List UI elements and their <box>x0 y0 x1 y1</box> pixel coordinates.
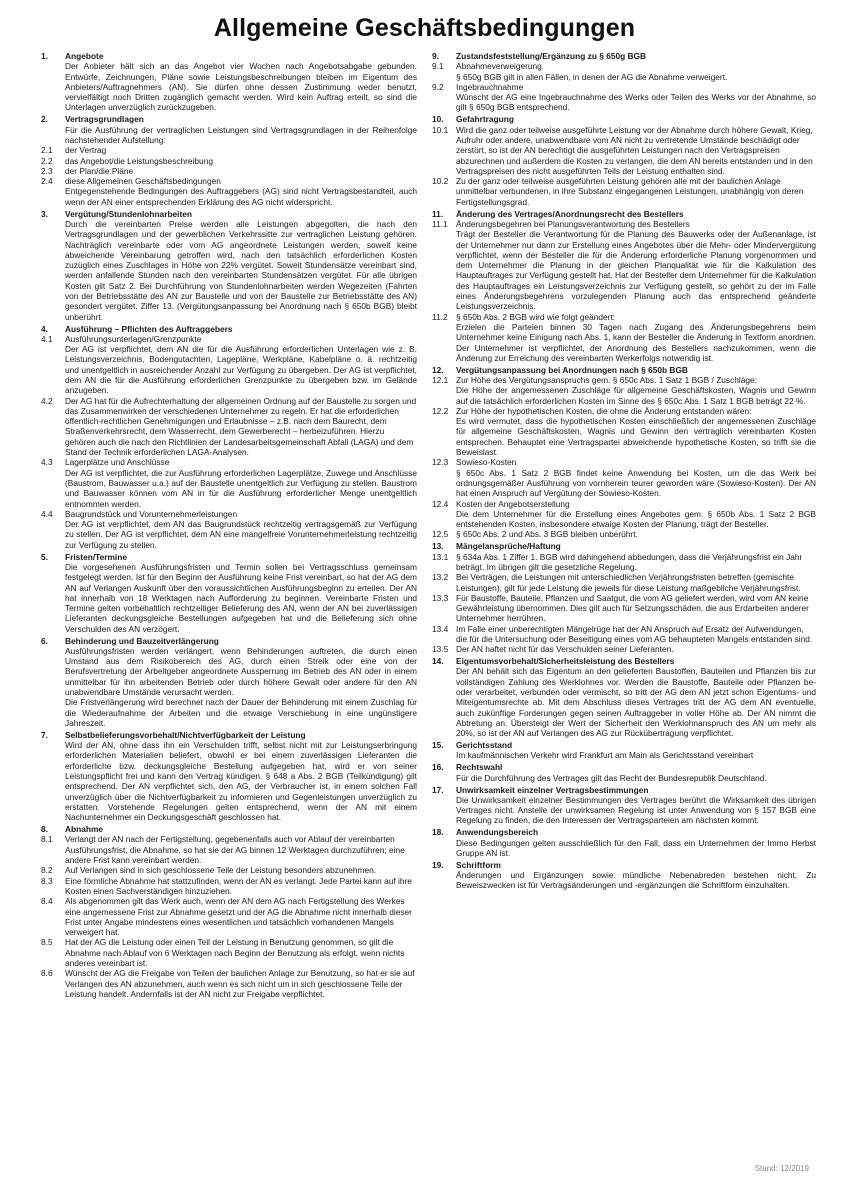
subsection-number: 13.3 <box>432 592 449 603</box>
subsection-number: 13.4 <box>432 623 449 634</box>
subsection-number: 2.3 <box>41 165 53 176</box>
subsection-number: 11.2 <box>432 311 448 322</box>
subsection-number: 8.2 <box>41 865 53 876</box>
section <box>41 636 417 729</box>
subsection-text: Hat der AG die Leistung oder einen Teil der Leistung in Benutzung genommen, so gilt die Abnahme nach Ablauf von 6 Werktagen nach Beginn der Benutzung als erfolgt, wenn nichts anderes vereinbart ist. <box>65 937 405 968</box>
section <box>41 824 417 999</box>
subsection-body: Die dem Unternehmer für die Erstellung eines Angebotes gem. § 650b Abs. 1 Satz 2 BGB entstehenden Kosten, insbesondere etwaige Kosten der Planung, trägt der Besteller. <box>456 508 816 530</box>
section-number: 18. <box>432 827 444 838</box>
subsection <box>41 896 417 937</box>
section-title: Rechtswahl <box>456 762 503 773</box>
subsection-text: Lagerplätze und Anschlüsse <box>65 457 170 468</box>
section-body: Die vorgesehenen Ausführungsfristen und Termin sollen bei Vertragsschluss gemeinsam festgelegt werden. Ist für den Beginn der Ausführung keine Frist vereinbart, so hat der AG dem AN auf Verlangen Auskunft über den voraussichtlichen Ausführungsbeginn zu erteilen. Der AN hat innerhalb von 18 Werktagen nach Aufforderung zu beginnen. Vereinbarte Fristen und Termine gelten vorbehaltlich rechtzeitiger Belieferung des AN, wenn der AN bei zuverlässigen Lieferanten deckungsgleiche Bestellungen aufgegeben hat und die Belieferung sich ohne Verschulden des AN verzögert. <box>65 561 417 634</box>
section <box>432 209 816 363</box>
subsection-text: Baugrundstück und Vorunternehmerleistungen <box>65 508 238 519</box>
section-title: Behinderung und Bauzeitverlängerung <box>65 635 219 646</box>
subsection-number: 2.1 <box>41 145 53 156</box>
section-body: Änderungen und Ergänzungen sowie mündliche Nebenabreden bestehen nicht. Zu Beweiszwecken ist für Vertragsänderungen und -ergänzungen die Schriftform einzuhalten. <box>456 870 816 891</box>
subsection <box>41 509 417 519</box>
section-number: 12. <box>432 364 444 375</box>
section-title: Änderung des Vertrages/Anordnungsrecht des Bestellers <box>456 208 684 219</box>
section-title: Anwendungsbereich <box>456 827 539 838</box>
subsection <box>432 176 816 207</box>
section-heading <box>41 324 417 334</box>
subsection <box>432 219 816 229</box>
subsection-text: Für Baustoffe, Bauteile, Pflanzen und Saatgut, die vom AG geliefert werden, wird vom AN keine Gewährleistung übernommen. Dies gilt auch für Setzungsschäden, die aus Erdarbeiten anderer Unternehmer herrühren. <box>456 592 809 624</box>
subsection-text: der Plan/die Pläne <box>65 165 134 176</box>
subsection-number: 12.4 <box>432 498 449 509</box>
section-number: 19. <box>432 859 444 870</box>
section-number: 14. <box>432 656 444 667</box>
subsection-number: 12.2 <box>432 405 449 416</box>
subsection-text: Kosten der Angebotserstellung <box>456 498 570 509</box>
section-number: 4. <box>41 323 48 334</box>
subsection-number: 13.2 <box>432 572 449 583</box>
subsection-number: 4.3 <box>41 457 53 468</box>
subsection <box>41 865 417 875</box>
subsection-number: 12.1 <box>432 374 449 385</box>
subsection <box>41 937 417 968</box>
subsection-text: der Vertrag <box>65 145 107 156</box>
subsection-number: 8.4 <box>41 896 53 907</box>
section-note: Die Fristverlängerung wird berechnet nach der Dauer der Behinderung mit einem Zuschlag für die Wiederaufnahme der Arbeiten und die etwaige Verschiebung in eine ungünstigere Jahreszeit. <box>65 697 417 728</box>
section-heading <box>432 114 816 124</box>
section-number: 8. <box>41 824 48 835</box>
section-number: 16. <box>432 762 444 773</box>
section-heading <box>41 51 417 61</box>
section-title: Vergütungsanpassung bei Anordnungen nach § 650b BGB <box>456 364 688 375</box>
section-number: 7. <box>41 729 48 740</box>
subsection-text: Der AN haftet nicht für das Verschulden seiner Lieferanten. <box>456 644 674 655</box>
section-number: 5. <box>41 551 48 562</box>
subsection <box>432 499 816 509</box>
subsection-number: 13.5 <box>432 644 449 655</box>
subsection <box>41 457 417 467</box>
section-note: Entgegenstehende Bedingungen des Auftraggebers (AG) sind nicht Vertragsbestandteil, auch wenn der AN einer entsprechenden Erklärung des AG nicht widerspricht. <box>65 186 417 207</box>
section-title: Ausführung – Pflichten des Auftraggebers <box>65 323 233 334</box>
section-heading <box>432 740 816 750</box>
subsection-text: Wird die ganz oder teilweise ausgeführte Leistung vor der Abnahme durch höhere Gewalt, Krieg, Aufruhr oder andere, unabwendbare vom AN nicht zu vertretende Umstände beschädigt oder zerstört, so ist der AN berechtigt die ausgeführten Leistungen nach den Vertragspreisen abzurechnen und außerdem die Kosten zu verlangen, die dem AN bereits entstanden und in den Vertragspreisen des nicht ausgeführten Teils der Leistung enthalten sind. <box>456 124 813 176</box>
section <box>41 51 417 113</box>
section-body: Wird der AN, ohne dass ihn ein Verschulden trifft, selbst nicht mit zur Leistungserbringung erforderlichen Materialien beliefert, obwohl er bei einem zuverlässigen Lieferanten die erforderliche bzw. deckungsgleiche Bestellung aufgegeben hat, wird er von seiner Leistungspflicht frei und kann den Vertrag kündigen. § 648 a Abs. 2 BGB (Teilkündigung) gilt entsprechend. Der AN verpflichtet sich, den AG, der Verbraucher ist, in einem solchen Fall unverzüglich über die Nichtverfügbarkeit zu informieren und Gegenleistungen unverzüglich zu erstatten. Vorstehende Regelungen gelten entsprechend, wenn der AN mit einem Nachunternehmer ein Deckungsgeschäft geschlossen hat. <box>65 740 417 823</box>
section-title: Gerichtsstand <box>456 740 513 751</box>
section-heading <box>41 730 417 740</box>
section-title: Selbstbelieferungsvorbehalt/Nichtverfügbarkeit der Leistung <box>65 729 306 740</box>
left-column <box>41 51 417 1001</box>
subsection <box>432 529 816 539</box>
section <box>41 114 417 207</box>
subsection-text: Als abgenommen gilt das Werk auch, wenn der AN dem AG nach Fertigstellung des Werkes eine angemessene Frist zur Abnahme gesetzt und der AG die Abnahme nicht innerhalb dieser Frist unter Angabe mindestens eines wesentlichen und tatsächlich vorhandenen Mangels verweigert hat. <box>65 896 412 938</box>
subsection-body: § 650g BGB gilt in allen Fällen, in denen der AG die Abnahme verweigert. <box>456 71 728 82</box>
version-stamp: Stand: 12/2019 <box>754 1164 809 1173</box>
subsection <box>41 334 417 344</box>
subsection-text: Zur Höhe der hypothetischen Kosten, die ohne die Änderung entstanden wären: <box>456 405 752 416</box>
section-number: 9. <box>432 51 439 61</box>
section-heading <box>432 656 816 666</box>
section-heading <box>432 827 816 837</box>
subsection-body: Der AG ist verpflichtet, die zur Ausführung erforderlichen Lagerplätze, Zuwege und Anschlüsse (Baustrom, Bauwasser u.a.) auf der Baustelle unentgeltlich zur Verfügung zu stellen. Baustrom und Bauwasser können vom AN in für die Ausführung erforderlicher Menge unentgeltlich entnommen werden. <box>65 467 417 509</box>
subsection-number: 4.4 <box>41 508 53 519</box>
section-title: Fristen/Termine <box>65 551 127 562</box>
subsection <box>41 968 417 999</box>
subsection <box>41 834 417 865</box>
section <box>432 740 816 761</box>
subsection-text: Abnahmeverweigerung <box>456 61 542 72</box>
section-number: 10. <box>432 114 444 125</box>
subsection-text: Verlangt der AN nach der Fertigstellung, gegebenenfalls auch vor Ablauf der vereinbarten Ausführungsfrist, die Abnahme, so hat sie der AG binnen 12 Werktagen durchzuführen; eine andere Frist kann vereinbart werden. <box>65 834 405 866</box>
section <box>432 541 816 654</box>
section-title: Angebote <box>65 51 104 61</box>
right-column <box>432 51 816 892</box>
subsection <box>41 166 417 176</box>
subsection <box>432 312 816 322</box>
section-heading <box>432 209 816 219</box>
section-heading <box>432 785 816 795</box>
subsection-number: 8.3 <box>41 875 53 886</box>
subsection-number: 12.5 <box>432 529 449 540</box>
section-heading <box>41 114 417 124</box>
section-number: 1. <box>41 51 48 61</box>
subsection-text: § 650c Abs. 2 und Abs. 3 BGB bleiben unberührt. <box>456 529 638 540</box>
subsection-number: 11.1 <box>432 218 448 229</box>
subsection-number: 4.1 <box>41 333 53 344</box>
subsection-text: das Angebot/die Leistungsbeschreibung <box>65 155 213 166</box>
subsection <box>41 145 417 155</box>
section-number: 13. <box>432 541 444 552</box>
subsection-text: Im Falle einer unberechtigten Mängelrüge hat der AN Anspruch auf Ersatz der Aufwendungen, die für die Untersuchung oder Beseitigung eines vom AG behaupteten Mangels entstanden sind. <box>456 623 813 644</box>
subsection-body: Es wird vermutet, dass die hypothetischen Kosten einschließlich der angemessenen Zuschläge für allgemeine Geschäftskosten, Wagnis und Gewinn den vertraglich vereinbarten Kosten entsprechen. Behauptet eine Vertragspartei abweichende hypothetische Kosten, so trifft sie die Beweislast. <box>456 416 816 458</box>
section-heading <box>432 51 816 61</box>
subsection <box>41 156 417 166</box>
subsection <box>432 375 816 385</box>
section-body: Durch die vereinbarten Preise werden alle Leistungen abgegolten, die nach den Vertragsgrundlagen und der gewerblichen Verkehrssitte zur vertraglichen Leistung gehören. Nachträglich vereinbarte oder vom AG angeordnete Leistungen werden, soweit keine abweichende Vereinbarung getroffen wird, nach den tatsächlich erforderlichen Kosten zuzüglich eines Zuschlages in Höhe von 22% vergütet. Soweit Stundensätze vereinbart sind, werden anfallende Stunden nach den vereinbarten Stundensätzen vergütet. Für alle übrigen Kosten gilt Satz 2. Bei Durchführung von Stundenlohnarbeiten werden Wegezeiten (Fahrten von der Betriebsstätte des AN zur Baustelle und von der Baustelle zur Betriebsstätte des AN) gesondert vergütet. Ziffer 13. (Vergütungsanpassung bei Anordnung nach § 650b BGB) bleibt unberührt. <box>65 218 417 322</box>
section <box>41 324 417 551</box>
subsection-body: Erzielen die Parteien binnen 30 Tagen nach Zugang des Änderungsbegehrens beim Unternehmer keine Einigung nach Abs. 1, kann der Besteller die Änderung in Textform anordnen. Der Unternehmer ist verpflichtet, der Anordnung des Bestellers nachzukommen, wenn die Änderung zur Erreichung des vereinbarten Werkerfolgs notwendig ist. <box>456 321 816 363</box>
subsection-text: Eine förmliche Abnahme hat stattzufinden, wenn der AN es verlangt. Jede Partei kann auf ihre Kosten einen Sachverständigen hinzuziehen. <box>65 875 412 896</box>
subsection-number: 10.2 <box>432 176 449 187</box>
subsection-text: Bei Verträgen, die Leistungen mit unterschiedlichen Verjährungsfristen betreffen (gemischte Leistungen), gilt für jede Leistung die jeweils für diese Leistung maßgebliche Verjährungsfrist. <box>456 572 801 593</box>
section-body: Der AN behält sich das Eigentum an den gelieferten Baustoffen, Bauteilen und Pflanzen bis zur vollständigen Zahlung des Werklohnes vor. Werden die Baustoffe, Bauteile oder Pflanzen be- oder verarbeitet, verbunden oder vermischt, so tritt der AG dem AN jetzt schon Eigentums- und Miteigentumsrechte ab. Mit dem Abschluss dieses Vertrages tritt der AG dem AN eventuelle, auch zukünftige Forderungen gegen seinen Auftraggeber in voller Höhe ab. Der AN nimmt die Abtretung an. Übersteigt der Wert der Sicherheit den Werklohnanspruch des AN um mehr als 20%, so ist der AN auf Verlangen des AG zur Rückübertragung verpflichtet. <box>456 666 816 739</box>
section <box>432 114 816 207</box>
subsection <box>432 624 816 645</box>
section <box>41 209 417 322</box>
subsection-text: Zu der ganz oder teilweise ausgeführten Leistung gehören alle mit der baulichen Anlage unmittelbar verbundenen, in ihre Substanz eingegangenen Leistungen, unabhängig von deren Fertigstellungsgrad. <box>456 176 804 207</box>
section-body: Für die Ausführung der vertraglichen Leistungen sind Vertragsgrundlagen in der Reihenfolge nachstehender Aufstellung: <box>65 124 417 145</box>
section-body: Für die Durchführung des Vertrages gilt das Recht der Bundesrepublik Deutschland. <box>456 772 767 783</box>
section-heading <box>41 636 417 646</box>
subsection <box>432 406 816 416</box>
section-title: Schriftform <box>456 859 501 870</box>
subsection-number: 4.2 <box>41 395 53 406</box>
section-title: Zustandsfeststellung/Ergänzung zu § 650g BGB <box>456 51 647 61</box>
subsection-text: § 650b Abs. 2 BGB wird wie folgt geändert: <box>456 311 616 322</box>
section-number: 15. <box>432 740 444 751</box>
section-heading <box>41 209 417 219</box>
subsection-body: Wünscht der AG eine Ingebrauchnahme des Werks oder Teilen des Werks vor der Abnahme, so gilt § 650g BGB entsprechend. <box>456 92 816 113</box>
subsection-text: Änderungsbegehren bei Planungsverantwortung des Bestellers <box>456 218 690 229</box>
section-number: 6. <box>41 635 48 646</box>
subsection <box>41 876 417 897</box>
subsection-text: § 634a Abs. 1 Ziffer 1. BGB wird dahingehend abbedungen, dass die Verjährungsfrist ein Jahr beträgt. Im übrigen gilt die gesetzliche Regelung. <box>456 551 803 572</box>
section <box>432 785 816 826</box>
section-body: Der Anbieter hält sich an das Angebot vier Wochen nach Angebotsabgabe gebunden. Entwürfe, Zeichnungen, Pläne sowie Leistungsbeschreibungen bleiben im Eigentum des Anbieters/Auftragnehmers (AN). Sie dürfen ohne dessen Zustimmung weder benutzt, vervielfältigt noch Dritten zugänglich gemacht werden. Wird kein Auftrag erteilt, so sind die Unterlagen unverzüglich zurückzugeben. <box>65 61 417 113</box>
subsection-text: Der AG hat für die Aufrechterhaltung der allgemeinen Ordnung auf der Baustelle zu sorgen und das Zusammenwirken der verschiedenen Unternehmer zu regeln. Er hat die erforderlichen öffentlich-rechtlichen Genehmigungen und Erlaubnisse – z.B. nach dem Baurecht, dem Straßenverkehrsrecht, dem Wasserrecht, dem Gewerberecht – herbeizuführen. Hierzu gehören auch die nach den Richtlinien der Landesarbeitsgemeinschaft Abfall (LAGA) und dem Stand der Technik erforderlichen LAGA-Analysen. <box>65 395 417 458</box>
section <box>432 860 816 891</box>
section-heading <box>432 541 816 551</box>
section-body: Diese Bedingungen gelten ausschließlich für den Fall, dass ein Unternehmen der Immo Herbst Gruppe AN ist. <box>456 837 816 858</box>
subsection-text: Ausführungsunterlagen/Grenzpunkte <box>65 333 202 344</box>
subsection <box>432 572 816 593</box>
section <box>432 656 816 738</box>
subsection-text: Ingebrauchnahme <box>456 81 524 92</box>
subsection-body: Der AG ist verpflichtet, dem AN die für die Ausführung erforderlichen Unterlagen wie z. B. Leistungsverzeichnis, Bodengutachten, Lagepläne, Werkpläne, Kabelpläne o. ä. rechtzeitig und unentgeltlich in ausreichender Anzahl zur Verfügung zu übergeben. Der AG ist verpflichtet, dem AN die für die Ausführung erforderlichen Grenzpunkte zu übergeben bzw. im Gelände anzugeben. <box>65 344 417 396</box>
subsection-number: 10.1 <box>432 124 449 135</box>
subsection <box>432 593 816 624</box>
section-heading <box>41 824 417 834</box>
section-title: Unwirksamkeit einzelner Vertragsbestimmungen <box>456 784 649 795</box>
subsection-number: 8.5 <box>41 937 53 948</box>
section <box>41 730 417 823</box>
subsection-text: Sowieso-Kosten <box>456 457 517 468</box>
subsection-body: Die Höhe der angemessenen Zuschläge für allgemeine Geschäftskosten, Wagnis und Gewinn auf die tatsächlich erforderlichen Kosten im Sinne des § 650c Abs. 1 Satz 1 BGB beträgt 22 %. <box>456 385 816 406</box>
section-title: Eigentumsvorbehalt/Sicherheitsleistung des Bestellers <box>456 656 675 667</box>
subsection-text: Auf Verlangen sind in sich geschlossene Teile der Leistung besonders abzunehmen. <box>65 865 377 876</box>
subsection <box>432 457 816 467</box>
subsection-number: 8.6 <box>41 968 53 979</box>
subsection-number: 2.2 <box>41 155 53 166</box>
section-body: Ausführungsfristen werden verlängert, wenn Behinderungen auftreten, die durch einen Umstand aus dem Risikobereich des AG, durch einen Streik oder eine von der Berufsvertretung der Arbeitgeber angeordnete Aussperrung im Betrieb des AN oder in einem unmittelbar für ihn arbeitenden Betrieb oder durch höhere Gewalt oder andere für den AN unabwendbare Umstände verursacht werden. <box>65 645 417 698</box>
subsection <box>432 552 816 573</box>
subsection-number: 8.1 <box>41 834 53 845</box>
section-number: 3. <box>41 208 48 219</box>
section <box>41 552 417 634</box>
section-title: Abnahme <box>65 824 104 835</box>
subsection <box>41 176 417 186</box>
subsection-number: 12.3 <box>432 457 449 468</box>
subsection-number: 2.4 <box>41 176 53 187</box>
section-body: Die Unwirksamkeit einzelner Bestimmungen des Vertrages berührt die Wirksamkeit des übrigen Vertrages nicht. Anstelle der unwirksamen Regelung ist unter Anwendung von § 157 BGB eine Regelung zu finden, die den Interessen der Vertragsparteien am nächsten kommt. <box>456 794 816 826</box>
section-number: 2. <box>41 114 48 125</box>
section-heading <box>432 762 816 772</box>
subsection-text: Zur Höhe des Vergütungsanspruchs gem. § 650c Abs. 1 Satz 1 BGB / Zuschläge: <box>456 374 758 385</box>
section-heading <box>432 365 816 375</box>
section <box>432 365 816 540</box>
section-title: Mängelansprüche/Haftung <box>456 541 561 552</box>
subsection-number: 9.1 <box>432 61 444 72</box>
subsection-text: Wünscht der AG die Freigabe von Teilen der baulichen Anlage zur Benutzung, so hat er sie auf Verlangen des AN abzunehmen, auch wenn es sich nicht um in sich geschlossene Teile der Leistung handelt. Andernfalls ist der AN nicht zur Freigabe verpflichtet. <box>65 968 415 999</box>
section-number: 11. <box>432 208 444 219</box>
section-number: 17. <box>432 784 444 795</box>
subsection-body: Trägt der Besteller die Verantwortung für die Planung des Bauwerks oder der Außenanlage, ist der Unternehmer nur dann zur Erstellung eines Angebotes über die Mehr- oder Mindervergütung verpflichtet, wenn der Besteller die für die Änderung erforderliche Planung vorgenommen und dem Unternehmer die Planung in der gleichen Planqualität wie für die Kalkulation des Hauptauftrages zur Verfügung gestellt hat. Hat der Besteller dem Unternehmer für die Kalkulation des Hauptauftrages ein Leistungsverzeichnis zur Verfügung gestellt, so gehört zu der im Falle eines Änderungsbegehrens vorzulegenden Planung auch das entsprechend geänderte Leistungsverzeichnis. <box>456 229 816 312</box>
section-title: Vertragsgrundlagen <box>65 114 144 125</box>
subsection <box>432 125 816 176</box>
section <box>432 51 816 113</box>
subsection <box>432 644 816 654</box>
subsection-body: § 650c Abs. 1 Satz 2 BGB findet keine Anwendung bei Kosten, um die das Werk bei ordnungsgemäßer Ausführung von vornherein teurer geworden wäre (Sowieso-Kosten). Der AN hat einen Anspruch auf Vergütung der Sowieso-Kosten. <box>456 467 816 499</box>
section <box>432 762 816 783</box>
section-title: Gefahrtragung <box>456 114 514 125</box>
subsection <box>41 396 417 458</box>
section-title: Vergütung/Stundenlohnarbeiten <box>65 208 193 219</box>
section-body: Im kaufmännischen Verkehr wird Frankfurt am Main als Gerichtsstand vereinbart <box>456 750 754 761</box>
subsection-number: 13.1 <box>432 551 449 562</box>
subsection <box>432 61 816 71</box>
section-heading <box>432 860 816 870</box>
section-heading <box>41 552 417 562</box>
subsection-body: Der AG ist verpflichtet, dem AN das Baugrundstück rechtzeitig vertragsgemäß zur Verfügung zu stellen. Der AG ist verpflichtet, dem AN eine mangelfreie Vorunternehmerleistung rechtzeitig zur Verfügung zu stellen. <box>65 519 417 550</box>
subsection-text: diese Allgemeinen Geschäftsbedingungen <box>65 176 221 187</box>
subsection <box>432 82 816 92</box>
subsection-number: 9.2 <box>432 81 444 92</box>
page-title: Allgemeine Geschäftsbedingungen <box>213 14 636 42</box>
section <box>432 827 816 858</box>
